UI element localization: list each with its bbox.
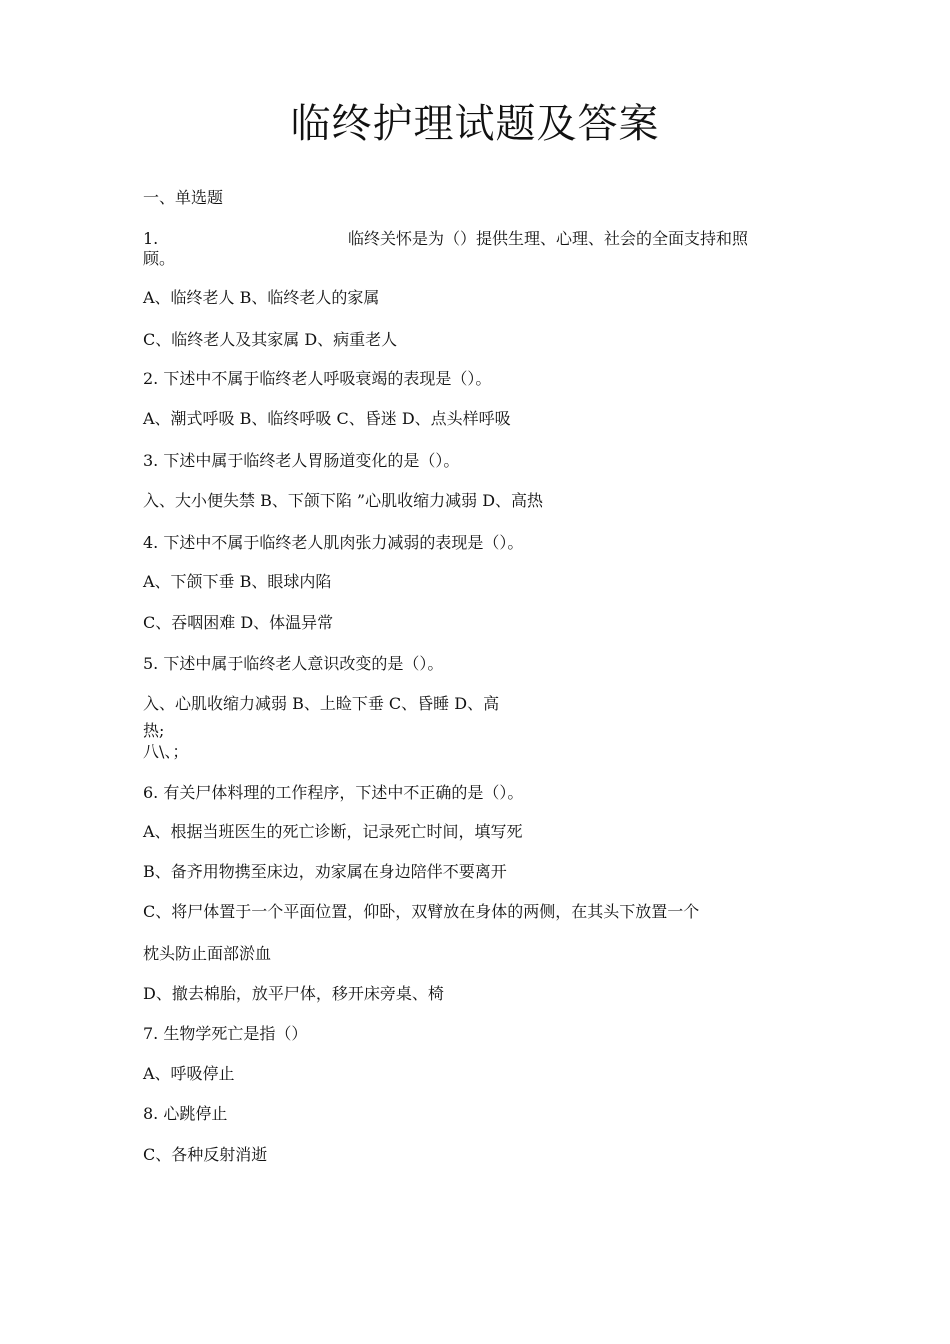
question-5-options: 入、心肌收缩力减弱 B、上睑下垂 C、昏睡 D、高 xyxy=(143,694,500,713)
question-2-text: 2. 下述中不属于临终老人呼吸衰竭的表现是（）。 xyxy=(143,369,492,388)
question-5-options-cont-2: 八\、； xyxy=(143,742,189,761)
question-7-option-b: 8. 心跳停止 xyxy=(143,1104,228,1123)
question-7-option-a: A、呼吸停止 xyxy=(143,1064,235,1083)
question-3-text: 3. 下述中属于临终老人胃肠道变化的是（）。 xyxy=(143,451,460,470)
question-1-text: 临终关怀是为（）提供生理、心理、社会的全面支持和照 xyxy=(348,229,749,248)
question-6-option-b: B、备齐用物携至床边，劝家属在身边陪伴不要离开 xyxy=(143,862,507,881)
question-4-text: 4. 下述中不属于临终老人肌肉张力减弱的表现是（）。 xyxy=(143,533,524,552)
question-1-continuation: 顾。 xyxy=(143,249,176,268)
section-heading: 一、单选题 xyxy=(143,188,224,207)
question-7-option-c: C、各种反射消逝 xyxy=(143,1145,268,1164)
question-6-option-c: C、将尸体置于一个平面位置，仰卧，双臂放在身体的两侧，在其头下放置一个 xyxy=(143,902,700,921)
question-5-text: 5. 下述中属于临终老人意识改变的是（）。 xyxy=(143,654,444,673)
question-5-options-cont: 热; xyxy=(143,721,165,740)
question-6-option-a: A、根据当班医生的死亡诊断，记录死亡时间，填写死 xyxy=(143,822,523,841)
question-1-options-cd: C、临终老人及其家属 D、病重老人 xyxy=(143,330,398,349)
question-4-options-cd: C、吞咽困难 D、体温异常 xyxy=(143,613,334,632)
question-4-options-ab: A、下颌下垂 B、眼球内陷 xyxy=(143,572,332,591)
question-3-options: 入、大小便失禁 B、下颌下陷 ”心肌收缩力减弱 D、高热 xyxy=(143,491,544,510)
question-1-number: 1. xyxy=(143,229,159,248)
question-6-option-c-cont: 枕头防止面部淤血 xyxy=(143,944,272,963)
question-1-options-ab: A、临终老人 B、临终老人的家属 xyxy=(143,288,380,307)
question-6-option-d: D、撤去棉胎，放平尸体，移开床旁桌、椅 xyxy=(143,984,444,1003)
question-7-text: 7. 生物学死亡是指（） xyxy=(143,1024,308,1043)
document-title: 临终护理试题及答案 xyxy=(290,101,660,147)
question-6-text: 6. 有关尸体料理的工作程序，下述中不正确的是（）。 xyxy=(143,783,524,802)
question-2-options: A、潮式呼吸 B、临终呼吸 C、昏迷 D、点头样呼吸 xyxy=(143,409,511,428)
